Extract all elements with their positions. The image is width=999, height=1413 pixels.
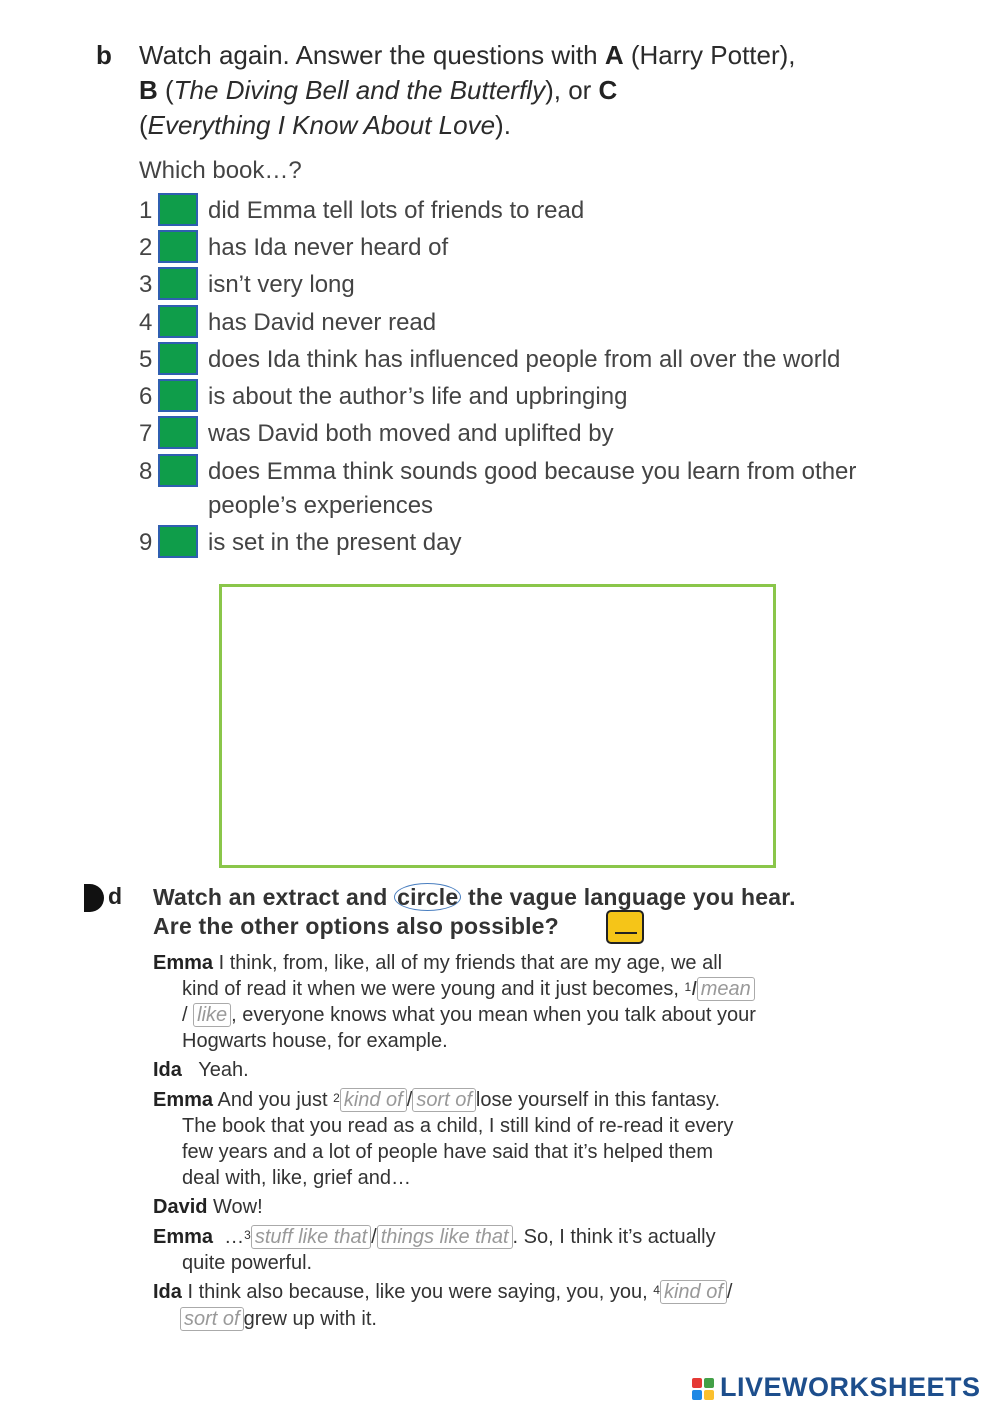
instruction-part: ), or (545, 75, 599, 105)
option-sort-of[interactable]: sort of (180, 1307, 244, 1331)
question-number: 3 (139, 271, 153, 298)
instruction-part: ( (157, 75, 174, 105)
question-number: 8 (139, 458, 153, 485)
dialogue-line-4 (153, 1194, 263, 1220)
dialogue-line-3d (182, 1165, 411, 1191)
dialogue-line-5b (182, 1250, 312, 1276)
instruction-part: A (604, 40, 624, 70)
question-text: isn’t very long (208, 271, 355, 298)
video-player[interactable] (219, 584, 776, 868)
answer-box[interactable] (158, 379, 198, 412)
question-text: does Ida think has influenced people from all over the world (208, 346, 841, 373)
question-number: 7 (139, 420, 153, 447)
instruction-part: (Harry Potter), (623, 40, 796, 70)
option-things-like-that[interactable]: things like that (377, 1225, 513, 1249)
instruction-part: the vague language you hear. (461, 884, 796, 910)
option-sort-of[interactable]: sort of (412, 1088, 476, 1112)
answer-box[interactable] (158, 342, 198, 375)
dialogue-text: And you just (217, 1089, 328, 1111)
question-text: does Emma think sounds good because you learn from other (208, 458, 857, 485)
note-icon[interactable] (606, 910, 644, 944)
section-d-instruction (153, 883, 796, 941)
speaker-name: Emma (153, 1089, 214, 1111)
dialogue-text: Wow! (213, 1196, 263, 1218)
dialogue-text: deal with, like, grief and… (182, 1167, 412, 1189)
option-kind-of[interactable]: kind of (660, 1280, 727, 1304)
instruction-part: Are the other options also possible? (153, 913, 559, 939)
speaker-name: Emma (153, 1226, 214, 1248)
answer-box[interactable] (158, 193, 198, 226)
question-number: 9 (139, 529, 153, 556)
which-book-label: Which book…? (139, 157, 302, 184)
option-mean[interactable]: mean (697, 977, 755, 1001)
question-number: 4 (139, 309, 153, 336)
dialogue-line-2 (153, 1057, 249, 1083)
option-stuff-like-that[interactable]: stuff like that (251, 1225, 371, 1249)
dialogue-text: Hogwarts house, for example. (182, 1030, 448, 1052)
question-text: was David both moved and uplifted by (208, 420, 614, 447)
slash: / (182, 1004, 188, 1026)
gap-number: 2 (333, 1091, 340, 1105)
liveworksheets-logo-icon (692, 1378, 716, 1402)
dialogue-line-1b (182, 976, 755, 1002)
instruction-part: ). (495, 110, 511, 140)
liveworksheets-logo: LIVEWORKSHEETS (720, 1372, 981, 1402)
question-number: 1 (139, 197, 153, 224)
speaker-name: Emma (153, 952, 214, 974)
question-text: people’s experiences (208, 492, 434, 519)
instruction-part: Watch an extract and (153, 884, 395, 910)
answer-box[interactable] (158, 454, 198, 487)
gap-number: 1 (684, 980, 692, 994)
question-text: is about the author’s life and upbringing (208, 383, 628, 410)
dialogue-line-1d (182, 1028, 448, 1054)
instruction-part: B (139, 75, 158, 105)
question-text: has David never read (208, 309, 437, 336)
instruction-part: Watch again. Answer the questions with (139, 40, 605, 70)
bullet-icon (84, 884, 104, 912)
speaker-name: David (153, 1196, 208, 1218)
section-b-instruction (139, 38, 929, 143)
instruction-part: ( (139, 110, 148, 140)
answer-box[interactable] (158, 230, 198, 263)
dialogue-text: lose yourself in this fantasy. (475, 1089, 721, 1111)
dialogue-text: Yeah. (198, 1059, 249, 1081)
dialogue-text: I (691, 978, 697, 1000)
question-number: 2 (139, 234, 153, 261)
dialogue-line-6 (153, 1279, 732, 1305)
dialogue-text: , everyone knows what you mean when you talk about your (231, 1004, 756, 1026)
dialogue-line-3c (182, 1139, 713, 1165)
slash: / (726, 1281, 733, 1303)
question-text: is set in the present day (208, 529, 462, 556)
dialogue-line-3b (182, 1113, 733, 1139)
dialogue-line-1 (153, 950, 722, 976)
dialogue-text: I think also because, like you were saying, you, you, (187, 1281, 648, 1303)
option-kind-of[interactable]: kind of (340, 1088, 407, 1112)
dialogue-line-1c (182, 1002, 756, 1028)
dialogue-text: kind of read it when we were young and it just becomes, (182, 978, 679, 1000)
question-number: 5 (139, 346, 153, 373)
dialogue-text: . So, I think it’s actually (512, 1226, 716, 1248)
answer-box[interactable] (158, 305, 198, 338)
question-number: 6 (139, 383, 153, 410)
instruction-part: C (598, 75, 618, 105)
circled-word: circle (394, 883, 461, 911)
dialogue-text: few years and a lot of people have said that it’s helped them (182, 1141, 714, 1163)
dialogue-line-6b (180, 1306, 377, 1332)
question-text: did Emma tell lots of friends to read (208, 197, 585, 224)
option-like[interactable]: like (193, 1003, 231, 1027)
dialogue-line-5 (153, 1224, 716, 1250)
speaker-name: Ida (153, 1059, 182, 1081)
slash: / (406, 1089, 413, 1111)
slash: / (371, 1226, 377, 1248)
dialogue-text: I think, from, like, all of my friends that are my age, we all (218, 952, 723, 974)
answer-box[interactable] (158, 267, 198, 300)
dialogue-line-3 (153, 1087, 720, 1113)
dialogue-text: … (224, 1226, 245, 1248)
answer-box[interactable] (158, 416, 198, 449)
section-b-letter: b (96, 40, 112, 70)
speaker-name: Ida (153, 1281, 182, 1303)
dialogue-text: The book that you read as a child, I still kind of re-read it every (182, 1115, 734, 1137)
section-d-letter: d (108, 883, 123, 909)
dialogue-text: grew up with it. (243, 1308, 377, 1330)
instruction-part: The Diving Bell and the Butterfly (173, 75, 546, 105)
gap-number: 3 (244, 1228, 251, 1242)
answer-box[interactable] (158, 525, 198, 558)
gap-number: 4 (653, 1283, 660, 1297)
dialogue-text: quite powerful. (182, 1252, 313, 1274)
instruction-part: Everything I Know About Love (147, 110, 496, 140)
question-text: has Ida never heard of (208, 234, 449, 261)
